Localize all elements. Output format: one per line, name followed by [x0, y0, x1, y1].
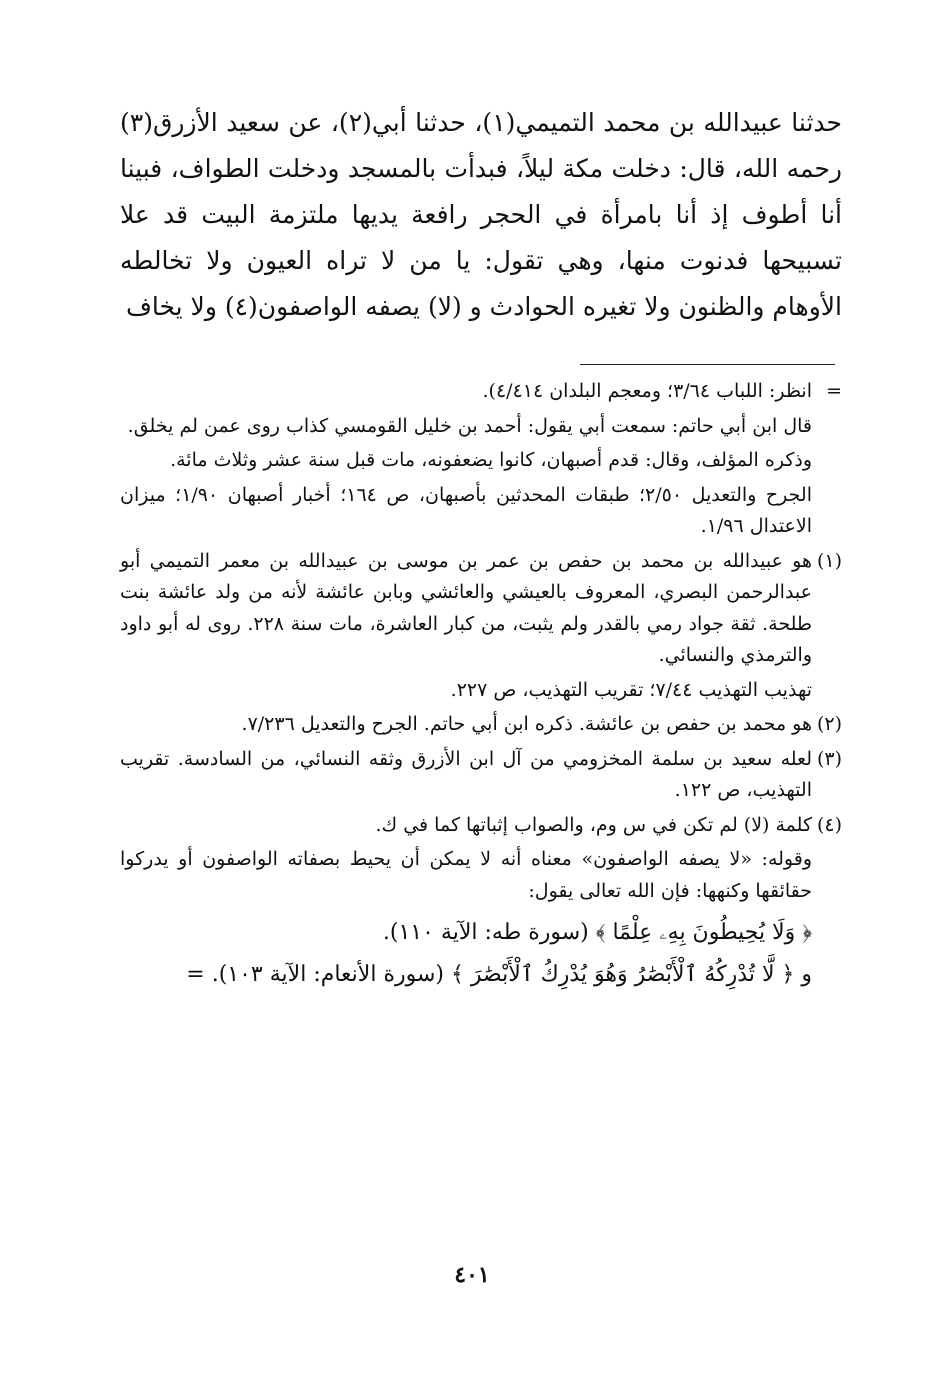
- footnote-paragraph: وذكره المؤلف، وقال: قدم أصبهان، كانوا يضعفونه، مات قبل سنة عشر وثلاث مائة.: [170, 449, 812, 471]
- main-paragraph: حدثنا عبيدالله بن محمد التميمي(١)، حدثنا أبي(٢)، عن سعيد الأزرق(٣) رحمه الله، قال: دخلت مكة ليلاً، فبدأت بالمسجد ودخلت الطواف، فبينا أنا أطوف إذ أنا بامرأة في الحجر رافعة يديها ملتزمة البيت قد علا تسبيحها فدنوت منها، وهي تقول: يا من لا تراه العيون ولا تخالطه الأوهام والظنون ولا تغيره الحوادث و (لا) يصفه الواصفون(٤) ولا يخاف: [120, 108, 842, 321]
- footnote-paragraph: هو عبيدالله بن محمد بن حفص بن عمر بن موسى بن عبيدالله بن معمر التميمي أبو عبدالرحمن البصري، المعروف بالعيشي والعائشي وبابن عائشة لأنه من ولد عائشة بنت طلحة. ثقة جواد رمي بالقدر ولم يثبت، من كبار العاشرة، مات سنة ٢٢٨. روى له أبو داود والترمذي والنسائي.: [120, 549, 813, 666]
- footnote-mark: (١): [816, 549, 842, 572]
- footnote-2: [120, 709, 842, 744]
- footnote-paragraph: كلمة (لا) لم تكن في س وم، والصواب إثباتها كما في ك.: [375, 813, 812, 836]
- footnote-1: [120, 546, 842, 710]
- footnote-3: [120, 744, 842, 810]
- footnote-mark: (٣): [816, 747, 842, 770]
- footnote-separator: [580, 364, 835, 365]
- footnote-paragraph: انظر: اللباب ٣/٦٤؛ ومعجم البلدان ٤/٤١٤).: [482, 380, 812, 402]
- footnote-paragraph: قال ابن أبي حاتم: سمعت أبي يقول: أحمد بن خليل القومسي كذاب روى عمن لم يخلق.: [127, 414, 812, 437]
- footnote-mark: =: [826, 380, 842, 402]
- footnote-mark: (٢): [816, 713, 842, 735]
- page-number: ٤٠١: [454, 1262, 490, 1288]
- footnote-mark: (٤): [816, 813, 842, 836]
- footnote-paragraph: الجرح والتعديل ٢/٥٠؛ طبقات المحدثين بأصبهان، ص ١٦٤؛ أخبار أصبهان ١/٩٠؛ ميزان الاعتدال ١/٩٦.: [120, 483, 812, 537]
- quran-verse: و ﴿ لَّا تُدْرِكُهُ ٱلْأَبْصَٰرُ وَهُوَ يُدْرِكُ ٱلْأَبْصَٰرَ ﴾ (سورة الأنعام: الآية ١٠٣). =: [186, 961, 812, 987]
- main-text: [120, 100, 842, 330]
- footnote-continued: [120, 376, 842, 546]
- footnote-4: [120, 810, 842, 994]
- footnotes: [120, 376, 842, 993]
- footnote-paragraph: هو محمد بن حفص بن عائشة. ذكره ابن أبي حاتم. الجرح والتعديل ٧/٢٣٦.: [241, 713, 812, 735]
- quran-verse: ﴿ وَلَا يُحِيطُونَ بِهِۦ عِلْمًا ﴾ (سورة طه: الآية ١١٠).: [382, 920, 812, 945]
- footnote-paragraph: لعله سعيد بن سلمة المخزومي من آل ابن الأزرق وثقه النسائي، من السادسة. تقريب التهذيب، ص ١٢٢.: [120, 747, 812, 801]
- footnote-paragraph: وقوله: «لا يصفه الواصفون» معناه أنه لا يمكن أن يحيط بصفاته الواصفون أو يدركوا حقائقها وكنهها: فإن الله تعالى يقول:: [120, 848, 812, 902]
- footnote-paragraph: تهذيب التهذيب ٧/٤٤؛ تقريب التهذيب، ص ٢٢٧.: [450, 678, 812, 701]
